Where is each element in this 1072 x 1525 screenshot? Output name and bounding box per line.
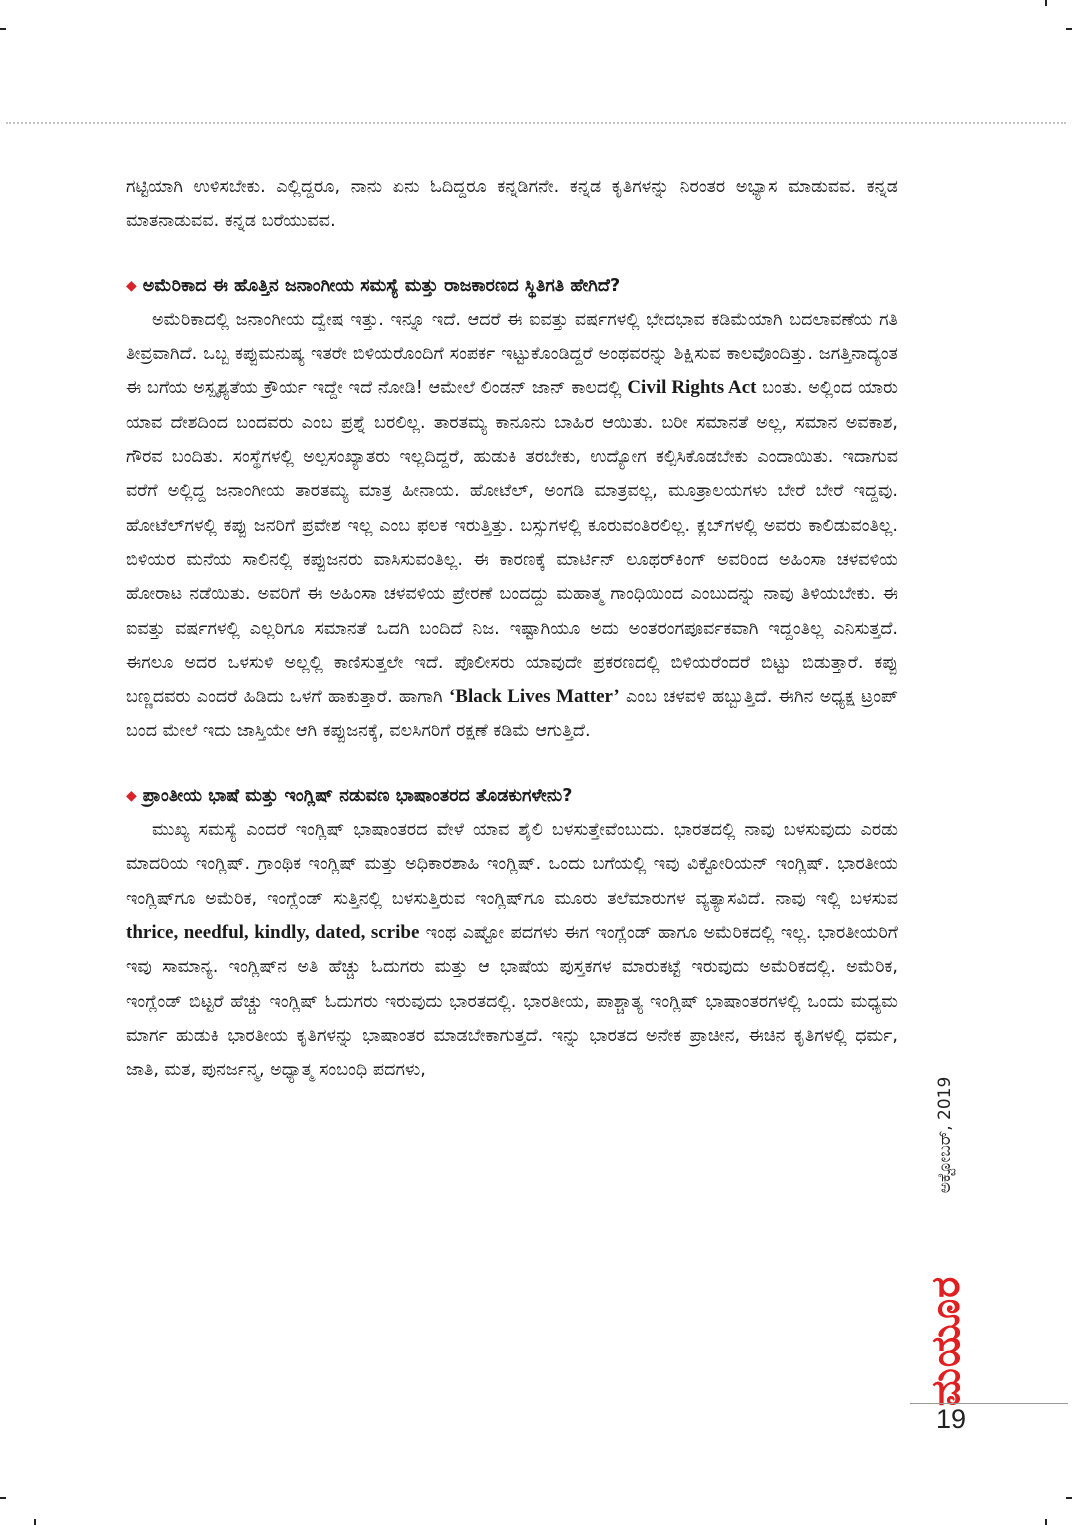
issue-date-text: ಅಕ್ಟೋಬರ್, 2019 bbox=[935, 1076, 955, 1194]
crop-mark-bottom-left-v bbox=[34, 1519, 36, 1525]
crop-mark-bottom-right-h bbox=[1066, 1497, 1072, 1499]
crop-mark-top-left bbox=[0, 28, 6, 30]
answer-1-part-1: ಅಮೆರಿಕಾದಲ್ಲಿ ಜನಾಂಗೀಯ ದ್ವೇಷ ಇತ್ತು. ಇನ್ನೂ ಇದೆ. ಆದರೆ ಈ ಐವತ್ತು ವರ್ಷಗಳಲ್ಲಿ ಭೇದಭಾವ ಕಡಿಮೆಯಾಗಿ ಬದಲಾವಣೆಯ ಗತಿ ತೀವ್ರವಾಗಿದೆ. ಒಬ್ಬ ಕಪ್ಪುಮನುಷ್ಯ ಇತರೇ ಬಿಳಿಯರೊಂದಿಗೆ ಸಂಪರ್ಕ ಇಟ್ಟುಕೊಂಡಿದ್ದರೆ ಅಂಥವರನ್ನು ಶಿಕ್ಷಿಸುವ ಕಾಲವೊಂದಿತ್ತು. ಜಗತ್ತಿನಾದ್ಯಂತ ಈ ಬಗೆಯ ಅಸ್ಪೃಶ್ಯತೆಯ ಕ್ರೌರ್ಯ ಇದ್ದೇ ಇದೆ ನೋಡಿ! ಆಮೇಲೆ ಲಿಂಡನ್ ಜಾನ್ ಕಾಲದಲ್ಲಿ bbox=[126, 309, 898, 399]
crop-mark-top-right-v bbox=[1045, 0, 1047, 6]
question-2 bbox=[126, 779, 898, 813]
civil-rights-act-term: Civil Rights Act bbox=[627, 377, 757, 399]
answer-1-paragraph bbox=[126, 303, 898, 749]
question-1 bbox=[126, 269, 898, 303]
header-dotted-rule bbox=[6, 122, 1066, 124]
red-diamond-bullet-icon: ◆ bbox=[126, 787, 137, 804]
answer-1-part-2: ಬಂತು. ಅಲ್ಲಿಂದ ಯಾರು ಯಾವ ದೇಶದಿಂದ ಬಂದವರು ಎಂಬ ಪ್ರಶ್ನೆ ಬರಲಿಲ್ಲ. ತಾರತಮ್ಯ ಕಾನೂನು ಬಾಹಿರ ಆಯಿತು. ಬರೀ ಸಮಾನತೆ ಅಲ್ಲ, ಸಮಾನ ಅವಕಾಶ, ಗೌರವ ಬಂದಿತು. ಸಂಸ್ಥೆಗಳಲ್ಲಿ ಅಲ್ಪಸಂಖ್ಯಾತರು ಇಲ್ಲದಿದ್ದರೆ, ಹುಡುಕಿ ತರಬೇಕು, ಉದ್ಯೋಗ ಕಲ್ಪಿಸಿಕೊಡಬೇಕು ಎಂದಾಯಿತು. ಇದಾಗುವ ವರೆಗೆ ಅಲ್ಲಿದ್ದ ಜನಾಂಗೀಯ ತಾರತಮ್ಯ ಮಾತ್ರ ಹೀನಾಯ. ಹೋಟೆಲ್, ಅಂಗಡಿ ಮಾತ್ರವಲ್ಲ, ಮೂತ್ರಾಲಯಗಳು ಬೇರೆ ಬೇರೆ ಇದ್ದವು. ಹೋಟೆಲ್‌ಗಳಲ್ಲಿ ಕಪ್ಪು ಜನರಿಗೆ ಪ್ರವೇಶ ಇಲ್ಲ ಎಂಬ ಫಲಕ ಇರುತ್ತಿತ್ತು. ಬಸ್ಸುಗಳಲ್ಲಿ ಕೂರುವಂತಿರಲಿಲ್ಲ. ಕ್ಲಬ್‌ಗಳಲ್ಲಿ ಅವರು ಕಾಲಿಡುವಂತಿಲ್ಲ. ಬಿಳಿಯರ ಮನೆಯ ಸಾಲಿನಲ್ಲಿ ಕಪ್ಪುಜನರು ವಾಸಿಸುವಂತಿಲ್ಲ. ಈ ಕಾರಣಕ್ಕೆ ಮಾರ್ಟಿನ್ ಲೂಥರ್‌ಕಿಂಗ್ ಅವರಿಂದ ಅಹಿಂಸಾ ಚಳವಳಿಯ ಹೋರಾಟ ನಡೆಯಿತು. ಅವರಿಗೆ ಈ ಅಹಿಂಸಾ ಚಳವಳಿಯ ಪ್ರೇರಣೆ ಬಂದದ್ದು ಮಹಾತ್ಮ ಗಾಂಧಿಯಿಂದ ಎಂಬುದನ್ನು ನಾವು ತಿಳಿಯಬೇಕು. ಈ ಐವತ್ತು ವರ್ಷಗಳಲ್ಲಿ ಎಲ್ಲರಿಗೂ ಸಮಾನತೆ ಒದಗಿ ಬಂದಿದೆ ನಿಜ. ಇಷ್ಟಾಗಿಯೂ ಅದು ಅಂತರಂಗಪೂರ್ವಕವಾಗಿ ಇದ್ದಂತಿಲ್ಲ ಎನಿಸುತ್ತದೆ. ಈಗಲೂ ಅದರ ಒಳಸುಳಿ ಅಲ್ಲಲ್ಲಿ ಕಾಣಿಸುತ್ತಲೇ ಇದೆ. ಪೊಲೀಸರು ಯಾವುದೇ ಪ್ರಕರಣದಲ್ಲಿ ಬಿಳಿಯರೆಂದರೆ ಬಿಟ್ಟು ಬಿಡುತ್ತಾರೆ. ಕಪ್ಪು ಬಣ್ಣದವರು ಎಂದರೆ ಹಿಡಿದು ಒಳಗೆ ಹಾಕುತ್ತಾರೆ. ಹಾಗಾಗಿ bbox=[126, 378, 899, 708]
question-2-text: ಪ್ರಾಂತೀಯ ಭಾಷೆ ಮತ್ತು ಇಂಗ್ಲಿಷ್ ನಡುವಣ ಭಾಷಾಂತರದ ತೊಡಕುಗಳೇನು? bbox=[142, 785, 573, 806]
answer-2-part-2: ಇಂಥ ಎಷ್ಟೋ ಪದಗಳು ಈಗ ಇಂಗ್ಲೆಂಡ್ ಹಾಗೂ ಅಮೆರಿಕದಲ್ಲಿ ಇಲ್ಲ. ಭಾರತೀಯರಿಗೆ ಇವು ಸಾಮಾನ್ಯ. ಇಂಗ್ಲಿಷ್‌ನ ಅತಿ ಹೆಚ್ಚು ಓದುಗರು ಮತ್ತು ಆ ಭಾಷೆಯ ಪುಸ್ತಕಗಳ ಮಾರುಕಟ್ಟೆ ಇರುವುದು ಅಮೆರಿಕದಲ್ಲಿ. ಅಮೆರಿಕ, ಇಂಗ್ಲೆಂಡ್ ಬಿಟ್ಟರೆ ಹೆಚ್ಚು ಇಂಗ್ಲಿಷ್ ಓದುಗರು ಇರುವುದು ಭಾರತದಲ್ಲಿ. ಭಾರತೀಯ, ಪಾಶ್ಚಾತ್ಯ ಇಂಗ್ಲಿಷ್ ಭಾಷಾಂತರಗಳಲ್ಲಿ ಒಂದು ಮಧ್ಯಮ ಮಾರ್ಗ ಹುಡುಕಿ ಭಾರತೀಯ ಕೃತಿಗಳನ್ನು ಭಾಷಾಂತರ ಮಾಡಬೇಕಾಗುತ್ತದೆ. ಇನ್ನು ಭಾರತದ ಅನೇಕ ಪ್ರಾಚೀನ, ಈಚಿನ ಕೃತಿಗಳಲ್ಲಿ ಧರ್ಮ, ಜಾತಿ, ಮತ, ಪುನರ್ಜನ್ಮ, ಅಧ್ಯಾತ್ಮ ಸಂಬಂಧಿ ಪದಗಳು, bbox=[126, 922, 899, 1081]
black-lives-matter-term: ‘Black Lives Matter’ bbox=[448, 686, 620, 708]
red-diamond-bullet-icon: ◆ bbox=[126, 277, 137, 294]
crop-mark-top-right-h bbox=[1066, 28, 1072, 30]
page-number: 19 bbox=[936, 1404, 967, 1434]
page-number-rule bbox=[910, 1403, 1068, 1404]
english-words-term: thrice, needful, kindly, dated, scribe bbox=[126, 921, 420, 943]
magazine-brand-vertical bbox=[916, 1275, 976, 1407]
article-column bbox=[126, 170, 898, 1087]
answer-2-paragraph bbox=[126, 813, 898, 1087]
issue-date-vertical bbox=[910, 1070, 980, 1200]
question-1-text: ಅಮೆರಿಕಾದ ಈ ಹೊತ್ತಿನ ಜನಾಂಗೀಯ ಸಮಸ್ಯೆ ಮತ್ತು ರಾಜಕಾರಣದ ಸ್ಥಿತಿಗತಿ ಹೇಗಿದೆ? bbox=[142, 275, 621, 296]
answer-2-part-1: ಮುಖ್ಯ ಸಮಸ್ಯೆ ಎಂದರೆ ಇಂಗ್ಲಿಷ್ ಭಾಷಾಂತರದ ವೇಳೆ ಯಾವ ಶೈಲಿ ಬಳಸುತ್ತೇವೆಂಬುದು. ಭಾರತದಲ್ಲಿ ನಾವು ಬಳಸುವುದು ಎರಡು ಮಾದರಿಯ ಇಂಗ್ಲಿಷ್. ಗ್ರಾಂಥಿಕ ಇಂಗ್ಲಿಷ್ ಮತ್ತು ಅಧಿಕಾರಶಾಹಿ ಇಂಗ್ಲಿಷ್. ಒಂದು ಬಗೆಯಲ್ಲಿ ಇವು ವಿಕ್ಟೋರಿಯನ್ ಇಂಗ್ಲಿಷ್. ಭಾರತೀಯ ಇಂಗ್ಲಿಷ್‌ಗೂ ಅಮೆರಿಕ, ಇಂಗ್ಲೆಂಡ್ ಸುತ್ತಿನಲ್ಲಿ ಬಳಸುತ್ತಿರುವ ಇಂಗ್ಲಿಷ್‌ಗೂ ಮೂರು ತಲೆಮಾರುಗಳ ವ್ಯತ್ಯಾಸವಿದೆ. ನಾವು ಇಲ್ಲಿ ಬಳಸುವ bbox=[126, 820, 898, 909]
intro-paragraph: ಗಟ್ಟಿಯಾಗಿ ಉಳಿಸಬೇಕು. ಎಲ್ಲಿದ್ದರೂ, ನಾನು ಏನು ಓದಿದ್ದರೂ ಕನ್ನಡಿಗನೇ. ಕನ್ನಡ ಕೃತಿಗಳನ್ನು ನಿರಂತರ ಅಭ್ಯಾಸ ಮಾಡುವವ. ಕನ್ನಡ ಮಾತನಾಡುವವ. ಕನ್ನಡ ಬರೆಯುವವ. bbox=[126, 177, 898, 232]
magazine-name-text: ಮಯೂರ bbox=[923, 1275, 969, 1407]
crop-mark-bottom-left-h bbox=[0, 1497, 6, 1499]
answer-1-part-3: ಎಂಬ ಚಳವಳಿ ಹಬ್ಬುತ್ತಿದೆ. ಈಗಿನ ಅಧ್ಯಕ್ಷ ಟ್ರಂಪ್ ಬಂದ ಮೇಲೆ ಇದು ಜಾಸ್ತಿಯೇ ಆಗಿ ಕಪ್ಪುಜನಕ್ಕೆ, ವಲಸಿಗರಿಗೆ ರಕ್ಷಣೆ ಕಡಿಮೆ ಆಗುತ್ತಿದೆ. bbox=[126, 687, 898, 742]
crop-mark-bottom-right-v bbox=[1045, 1519, 1047, 1525]
